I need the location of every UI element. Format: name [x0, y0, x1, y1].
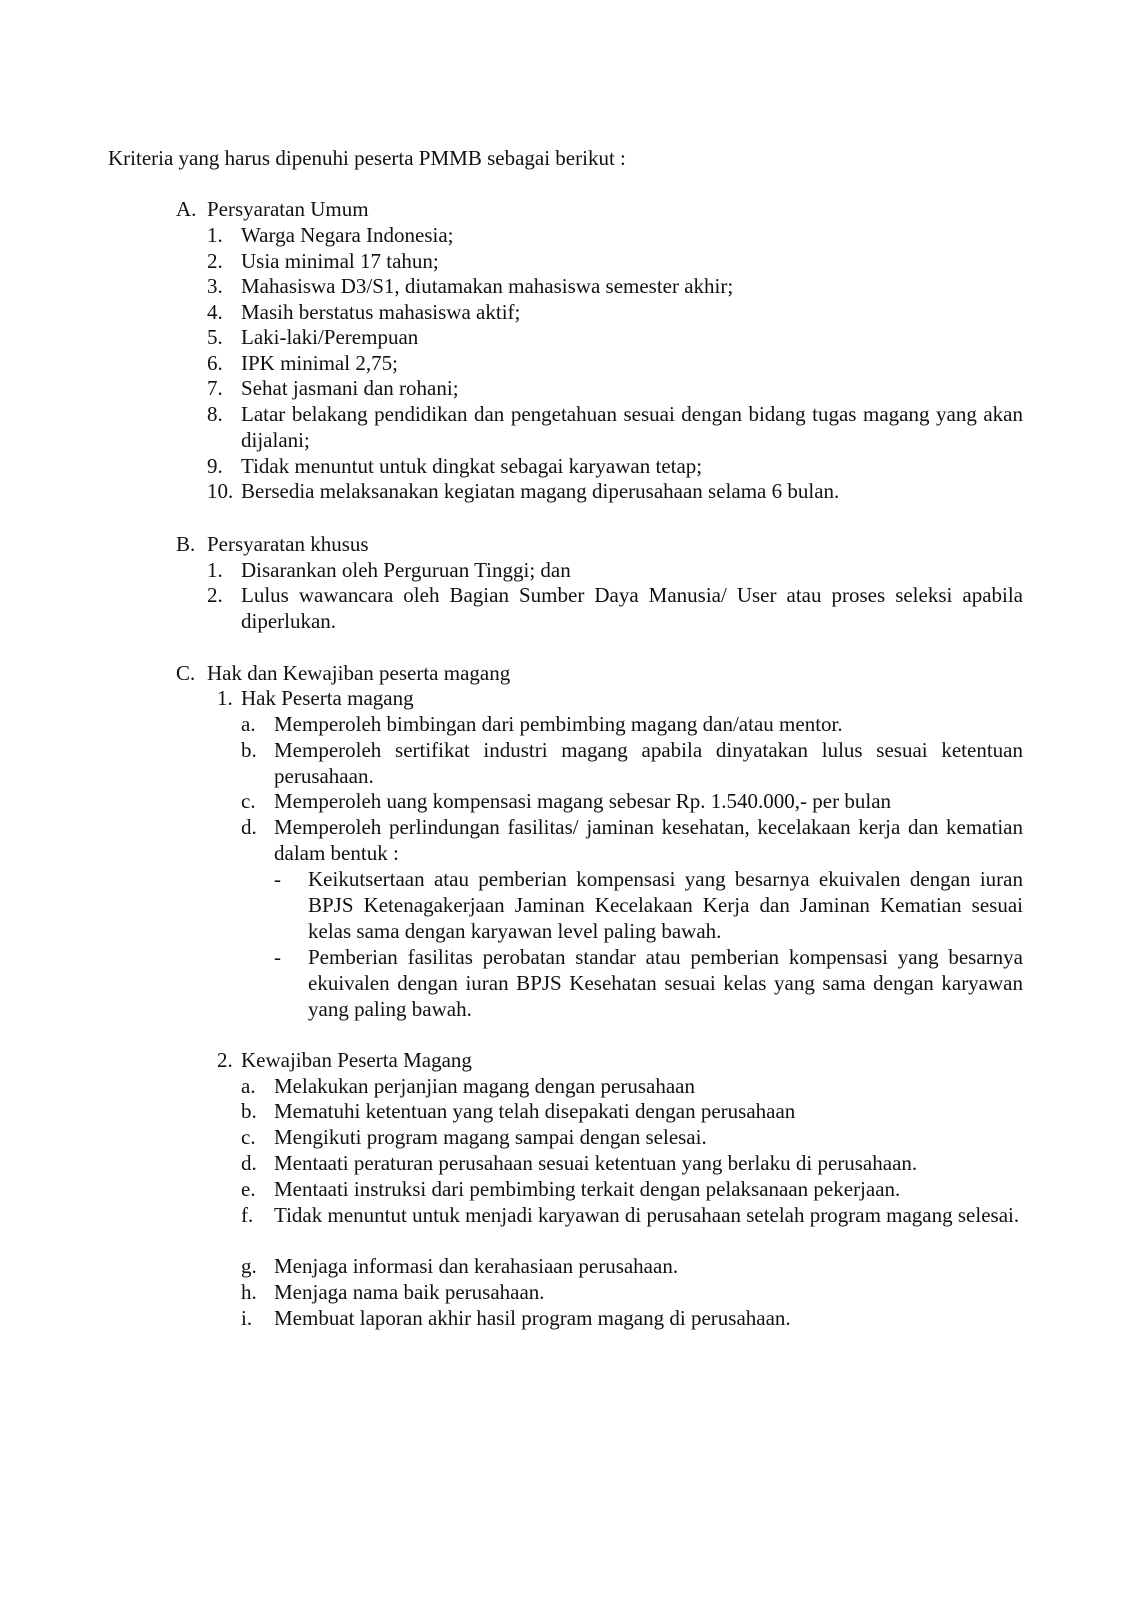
- list-item-text: Usia minimal 17 tahun;: [241, 249, 439, 273]
- list-item: [241, 788, 1023, 814]
- list-item: [241, 1253, 1023, 1279]
- list-item-text: Memperoleh bimbingan dari pembimbing magang dan/atau mentor.: [274, 712, 843, 736]
- kewajiban-title: Kewajiban Peserta Magang: [241, 1048, 472, 1072]
- list-item-text: Memperoleh uang kompensasi magang sebesar Rp. 1.540.000,- per bulan: [274, 789, 892, 813]
- list-item: [241, 814, 1023, 866]
- list-item-text: Tidak menuntut untuk dingkat sebagai karyawan tetap;: [241, 454, 703, 478]
- list-item-number: 3.: [207, 274, 223, 298]
- list-item-number: 1.: [207, 223, 223, 247]
- list-item-number: 5.: [207, 325, 223, 349]
- section-c-title: Hak dan Kewajiban peserta magang: [207, 661, 511, 685]
- kewajiban-number: 2.: [217, 1048, 233, 1072]
- list-item-text: Mematuhi ketentuan yang telah disepakati dengan perusahaan: [274, 1099, 796, 1123]
- list-item: [207, 582, 1023, 634]
- section-b-title: Persyaratan khusus: [207, 532, 369, 556]
- list-item: [241, 1279, 1023, 1305]
- list-item-letter: i.: [241, 1306, 253, 1330]
- list-item-number: 10.: [207, 479, 234, 503]
- list-item: [241, 1150, 1023, 1176]
- list-item-text: Lulus wawancara oleh Bagian Sumber Daya Manusia/ User atau proses seleksi apabila diperlukan.: [241, 583, 1023, 633]
- list-item-letter: d.: [241, 1151, 257, 1175]
- list-item: [207, 478, 1023, 504]
- list-item-number: 2.: [207, 583, 223, 607]
- list-item-text: Melakukan perjanjian magang dengan perusahaan: [274, 1074, 695, 1098]
- list-item: [207, 350, 1023, 376]
- list-item: [207, 453, 1023, 479]
- list-item: [241, 1305, 1023, 1331]
- list-item-text: Disarankan oleh Perguruan Tinggi; dan: [241, 558, 571, 582]
- section-b-marker: B.: [176, 532, 196, 556]
- sub-list-item: [274, 944, 1023, 1022]
- list-item-text: Latar belakang pendidikan dan pengetahuan sesuai dengan bidang tugas magang yang akan dijalani;: [241, 402, 1023, 452]
- list-item-text: Mengikuti program magang sampai dengan selesai.: [274, 1125, 707, 1149]
- list-item: [207, 557, 1023, 583]
- list-item-number: 1.: [207, 558, 223, 582]
- list-item-number: 2.: [207, 249, 223, 273]
- list-item: [241, 1176, 1023, 1202]
- list-item-letter: a.: [241, 1074, 256, 1098]
- sub-list-item-text: Pemberian fasilitas perobatan standar atau pemberian kompensasi yang besarnya ekuivalen dengan iuran BPJS Kesehatan sesuai kelas yang sama dengan karyawan yang paling bawah.: [308, 945, 1023, 1021]
- list-item: [241, 1124, 1023, 1150]
- list-item-text: Menjaga nama baik perusahaan.: [274, 1280, 545, 1304]
- list-item-text: Tidak menuntut untuk menjadi karyawan di perusahaan setelah program magang selesai.: [274, 1203, 1020, 1227]
- list-item: [241, 1098, 1023, 1124]
- list-item-text: Mentaati instruksi dari pembimbing terkait dengan pelaksanaan pekerjaan.: [274, 1177, 901, 1201]
- list-item-text: Masih berstatus mahasiswa aktif;: [241, 300, 521, 324]
- list-item: [207, 273, 1023, 299]
- section-c-marker: C.: [176, 661, 196, 685]
- list-item-letter: f.: [241, 1203, 254, 1227]
- list-item-text: Mentaati peraturan perusahaan sesuai ketentuan yang berlaku di perusahaan.: [274, 1151, 918, 1175]
- list-item-number: 4.: [207, 300, 223, 324]
- list-item-letter: a.: [241, 712, 256, 736]
- list-item-text: Memperoleh sertifikat industri magang apabila dinyatakan lulus sesuai ketentuan perusahaan.: [274, 738, 1023, 788]
- list-item-text: IPK minimal 2,75;: [241, 351, 398, 375]
- list-item-text: Menjaga informasi dan kerahasiaan perusahaan.: [274, 1254, 679, 1278]
- list-item: [207, 299, 1023, 325]
- list-item: [207, 401, 1023, 453]
- list-item-letter: d.: [241, 815, 257, 839]
- list-item-number: 7.: [207, 376, 223, 400]
- list-item: [207, 375, 1023, 401]
- sub-list-item: [274, 866, 1023, 944]
- list-item: [207, 222, 1023, 248]
- list-item: [241, 737, 1023, 789]
- list-item: [207, 248, 1023, 274]
- list-item-letter: e.: [241, 1177, 256, 1201]
- list-item: [241, 1202, 1023, 1254]
- list-item: [207, 324, 1023, 350]
- list-item-text: Memperoleh perlindungan fasilitas/ jaminan kesehatan, kecelakaan kerja dan kematian dalam bentuk :: [274, 815, 1023, 865]
- section-a-marker: A.: [176, 197, 197, 221]
- list-item-text: Laki-laki/Perempuan: [241, 325, 419, 349]
- list-item-letter: b.: [241, 1099, 257, 1123]
- dash-bullet: -: [274, 867, 281, 891]
- intro-text: Kriteria yang harus dipenuhi peserta PMMB sebagai berikut :: [108, 146, 626, 170]
- hak-title: Hak Peserta magang: [241, 686, 414, 710]
- list-item-letter: c.: [241, 1125, 256, 1149]
- hak-number: 1.: [217, 686, 233, 710]
- list-item-text: Warga Negara Indonesia;: [241, 223, 454, 247]
- sub-list-item-text: Keikutsertaan atau pemberian kompensasi yang besarnya ekuivalen dengan iuran BPJS Ketenagakerjaan Jaminan Kecelakaan Kerja dan Jaminan Kematian sesuai kelas sama dengan karyawan level paling bawah.: [308, 867, 1023, 943]
- list-item-text: Mahasiswa D3/S1, diutamakan mahasiswa semester akhir;: [241, 274, 734, 298]
- list-item: [241, 1073, 1023, 1099]
- list-item-text: Sehat jasmani dan rohani;: [241, 376, 459, 400]
- list-item-letter: h.: [241, 1280, 257, 1304]
- list-item-number: 6.: [207, 351, 223, 375]
- list-item: [241, 711, 1023, 737]
- list-item-number: 8.: [207, 402, 223, 426]
- list-item-text: Membuat laporan akhir hasil program magang di perusahaan.: [274, 1306, 791, 1330]
- list-item-letter: g.: [241, 1254, 257, 1278]
- dash-bullet: -: [274, 945, 281, 969]
- list-item-letter: c.: [241, 789, 256, 813]
- list-item-text: Bersedia melaksanakan kegiatan magang diperusahaan selama 6 bulan.: [241, 479, 840, 503]
- list-item-number: 9.: [207, 454, 223, 478]
- list-item-letter: b.: [241, 738, 257, 762]
- section-a-title: Persyaratan Umum: [207, 197, 369, 221]
